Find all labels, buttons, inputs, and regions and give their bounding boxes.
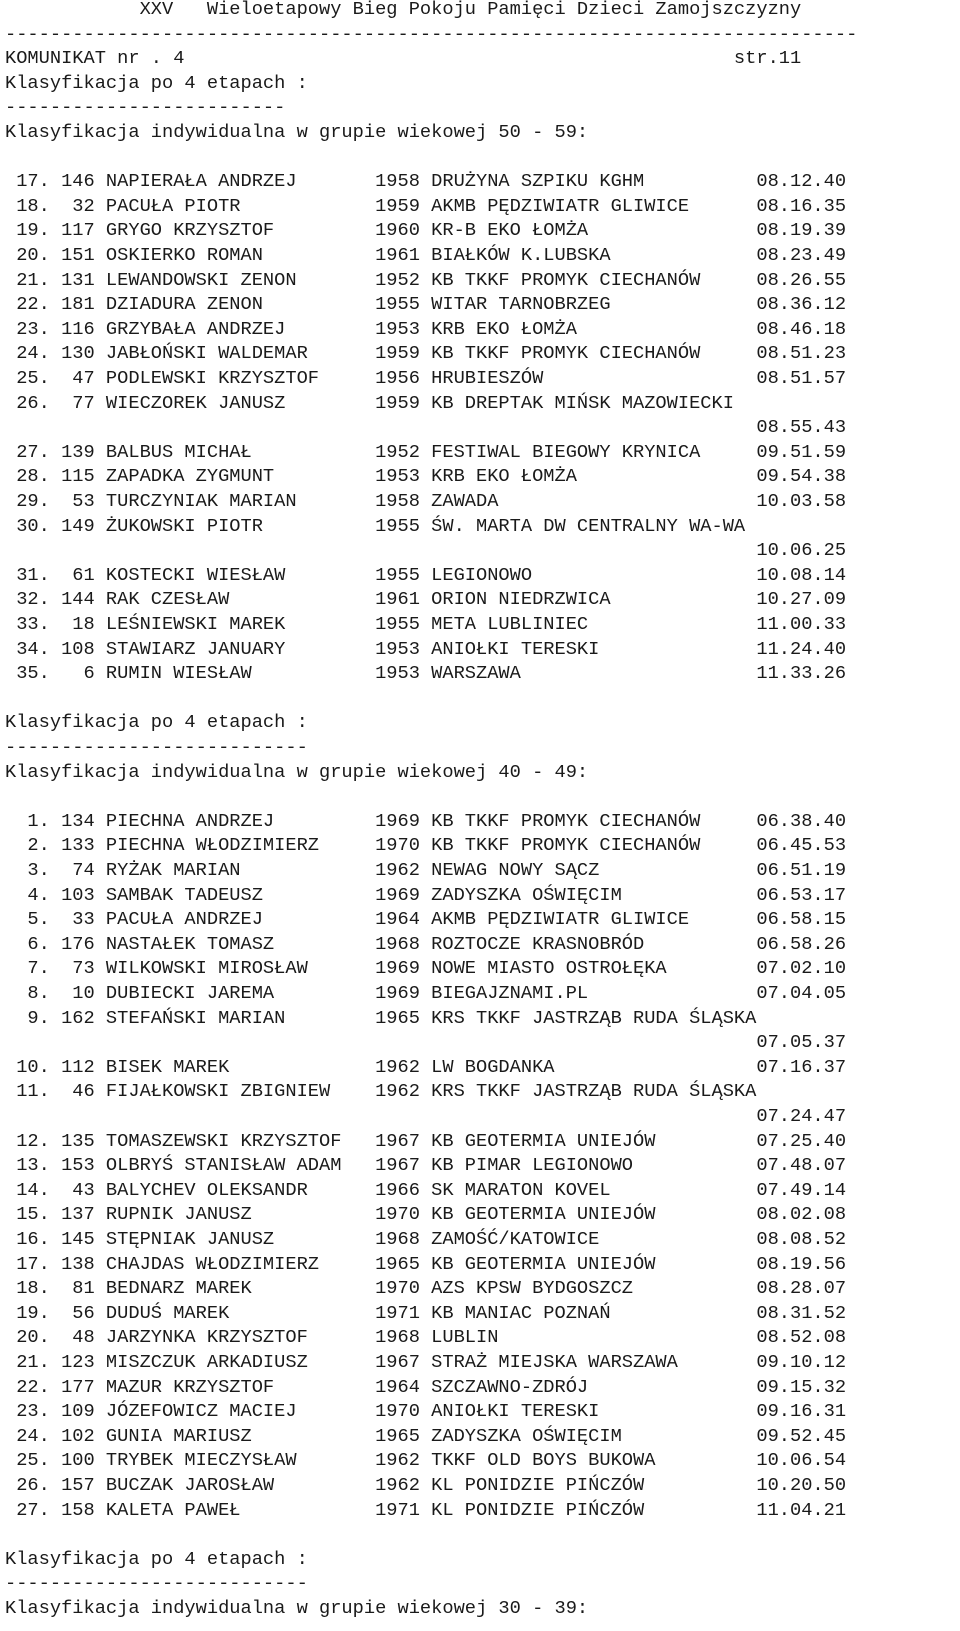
text-line: 8. 10 DUBIECKI JAREMA 1969 BIEGAJZNAMI.PL 07.04.05 (5, 982, 847, 1004)
text-line: 21. 131 LEWANDOWSKI ZENON 1952 KB TKKF PROMYK CIECHANÓW 08.26.55 (5, 268, 847, 291)
text-line: 12. 135 TOMASZEWSKI KRZYSZTOF 1967 KB GEOTERMIA UNIEJÓW 07.25.40 (5, 1129, 847, 1152)
text-line: 20. 151 OSKIERKO ROMAN 1961 BIAŁKÓW K.LUBSKA 08.23.49 (5, 244, 847, 266)
text-line: 13. 153 OLBRYŚ STANISŁAW ADAM 1967 KB PIMAR LEGIONOWO 07.48.07 (5, 1154, 847, 1177)
text-line: 19. 56 DUDUŚ MAREK 1971 KB MANIAC POZNAŃ 08.31.52 (5, 1301, 847, 1324)
text-line: --------------------------- (5, 1572, 308, 1595)
text-line: 1. 134 PIECHNA ANDRZEJ 1969 KB TKKF PROMYK CIECHANÓW 06.38.40 (5, 809, 847, 832)
text-line: 25. 47 PODLEWSKI KRZYSZTOF 1956 HRUBIESZÓW 08.51.57 (5, 367, 847, 389)
text-line: ---------------------------------------------------------------------------- (5, 22, 858, 45)
text-line: 26. 157 BUCZAK JAROSŁAW 1962 KL PONIDZIE PIŃCZÓW 10.20.50 (5, 1474, 847, 1496)
text-line: 26. 77 WIECZOREK JANUSZ 1959 KB DREPTAK MIŃSK MAZOWIECKI (5, 391, 734, 414)
text-line: 10.06.25 (5, 539, 847, 562)
text-line: XXV Wieloetapowy Bieg Pokoju Pamięci Dzieci Zamojszczyzny (5, 0, 802, 20)
text-line: 4. 103 SAMBAK TADEUSZ 1969 ZADYSZKA OŚWIĘCIM 06.53.17 (5, 883, 847, 906)
text-line: 18. 81 BEDNARZ MAREK 1970 AZS KPSW BYDGOSZCZ 08.28.07 (5, 1277, 847, 1300)
text-line: 14. 43 BALYCHEV OLEKSANDR 1966 SK MARATON KOVEL 07.49.14 (5, 1178, 847, 1201)
text-line: 35. 6 RUMIN WIESŁAW 1953 WARSZAWA 11.33.26 (5, 662, 847, 685)
text-line: Klasyfikacja indywidualna w grupie wiekowej 30 - 39: (5, 1597, 589, 1619)
text-line: 6. 176 NASTAŁEK TOMASZ 1968 ROZTOCZE KRASNOBRÓD 06.58.26 (5, 932, 847, 955)
text-line: 24. 102 GUNIA MARIUSZ 1965 ZADYSZKA OŚWIĘCIM 09.52.45 (5, 1424, 847, 1447)
text-line: 17. 146 NAPIERAŁA ANDRZEJ 1958 DRUŻYNA SZPIKU KGHM 08.12.40 (5, 170, 847, 193)
text-line: 24. 130 JABŁOŃSKI WALDEMAR 1959 KB TKKF PROMYK CIECHANÓW 08.51.23 (5, 342, 847, 365)
text-line: 3. 74 RYŻAK MARIAN 1962 NEWAG NOWY SĄCZ 06.51.19 (5, 859, 847, 881)
text-line: 5. 33 PACUŁA ANDRZEJ 1964 AKMB PĘDZIWIATR GLIWICE 06.58.15 (5, 908, 847, 931)
text-line: 32. 144 RAK CZESŁAW 1961 ORION NIEDRZWICA 10.27.09 (5, 588, 847, 611)
text-line: 31. 61 KOSTECKI WIESŁAW 1955 LEGIONOWO 10.08.14 (5, 563, 847, 586)
text-line: 34. 108 STAWIARZ JANUARY 1953 ANIOŁKI TERESKI 11.24.40 (5, 637, 847, 660)
text-line: 7. 73 WILKOWSKI MIROSŁAW 1969 NOWE MIASTO OSTROŁĘKA 07.02.10 (5, 957, 847, 980)
text-line: KOMUNIKAT nr . 4 str.11 (5, 47, 802, 70)
text-line: 15. 137 RUPNIK JANUSZ 1970 KB GEOTERMIA UNIEJÓW 08.02.08 (5, 1203, 847, 1226)
text-line: 27. 139 BALBUS MICHAŁ 1952 FESTIWAL BIEGOWY KRYNICA 09.51.59 (5, 440, 847, 463)
text-line: 2. 133 PIECHNA WŁODZIMIERZ 1970 KB TKKF PROMYK CIECHANÓW 06.45.53 (5, 834, 847, 857)
text-line: Klasyfikacja po 4 etapach : (5, 1547, 308, 1570)
text-line: 33. 18 LEŚNIEWSKI MAREK 1955 META LUBLINIEC 11.00.33 (5, 613, 847, 635)
text-line: 28. 115 ZAPADKA ZYGMUNT 1953 KRB EKO ŁOMŻA 09.54.38 (5, 465, 847, 488)
text-line: 27. 158 KALETA PAWEŁ 1971 KL PONIDZIE PIŃCZÓW 11.04.21 (5, 1498, 847, 1521)
text-line: 11. 46 FIJAŁKOWSKI ZBIGNIEW 1962 KRS TKKF JASTRZĄB RUDA ŚLĄSKA (5, 1080, 757, 1103)
text-line: 25. 100 TRYBEK MIECZYSŁAW 1962 TKKF OLD BOYS BUKOWA 10.06.54 (5, 1449, 847, 1472)
text-line: Klasyfikacja po 4 etapach : (5, 711, 308, 734)
text-line: Klasyfikacja indywidualna w grupie wiekowej 50 - 59: (5, 121, 589, 143)
text-line: 22. 181 DZIADURA ZENON 1955 WITAR TARNOBRZEG 08.36.12 (5, 293, 847, 316)
text-line: 18. 32 PACUŁA PIOTR 1959 AKMB PĘDZIWIATR GLIWICE 08.16.35 (5, 194, 847, 217)
text-line: 21. 123 MISZCZUK ARKADIUSZ 1967 STRAŻ MIEJSKA WARSZAWA 09.10.12 (5, 1351, 847, 1373)
text-line: Klasyfikacja po 4 etapach : (5, 71, 308, 94)
text-line: 23. 116 GRZYBAŁA ANDRZEJ 1953 KRB EKO ŁOMŻA 08.46.18 (5, 317, 847, 340)
text-line: 19. 117 GRYGO KRZYSZTOF 1960 KR-B EKO ŁOMŻA 08.19.39 (5, 219, 847, 242)
text-line: 23. 109 JÓZEFOWICZ MACIEJ 1970 ANIOŁKI TERESKI 09.16.31 (5, 1400, 847, 1423)
results-document (5, 0, 960, 1631)
text-line: 07.24.47 (5, 1105, 847, 1127)
text-line: 22. 177 MAZUR KRZYSZTOF 1964 SZCZAWNO-ZDRÓJ 09.15.32 (5, 1375, 847, 1398)
text-line: 08.55.43 (5, 416, 847, 439)
text-line: 9. 162 STEFAŃSKI MARIAN 1965 KRS TKKF JASTRZĄB RUDA ŚLĄSKA (5, 1006, 757, 1029)
text-line: 29. 53 TURCZYNIAK MARIAN 1958 ZAWADA 10.03.58 (5, 490, 847, 512)
text-line: Klasyfikacja indywidualna w grupie wiekowej 40 - 49: (5, 760, 589, 783)
text-line: 07.05.37 (5, 1031, 847, 1054)
text-line: 17. 138 CHAJDAS WŁODZIMIERZ 1965 KB GEOTERMIA UNIEJÓW 08.19.56 (5, 1252, 847, 1275)
text-line: ------------------------- (5, 96, 286, 119)
text-line: --------------------------- (5, 736, 308, 758)
text-line: 16. 145 STĘPNIAK JANUSZ 1968 ZAMOŚĆ/KATOWICE 08.08.52 (5, 1228, 847, 1250)
text-line: 10. 112 BISEK MAREK 1962 LW BOGDANKA 07.16.37 (5, 1055, 847, 1078)
text-line: 30. 149 ŻUKOWSKI PIOTR 1955 ŚW. MARTA DW CENTRALNY WA-WA (5, 514, 746, 537)
text-line: 20. 48 JARZYNKA KRZYSZTOF 1968 LUBLIN 08.52.08 (5, 1326, 847, 1349)
